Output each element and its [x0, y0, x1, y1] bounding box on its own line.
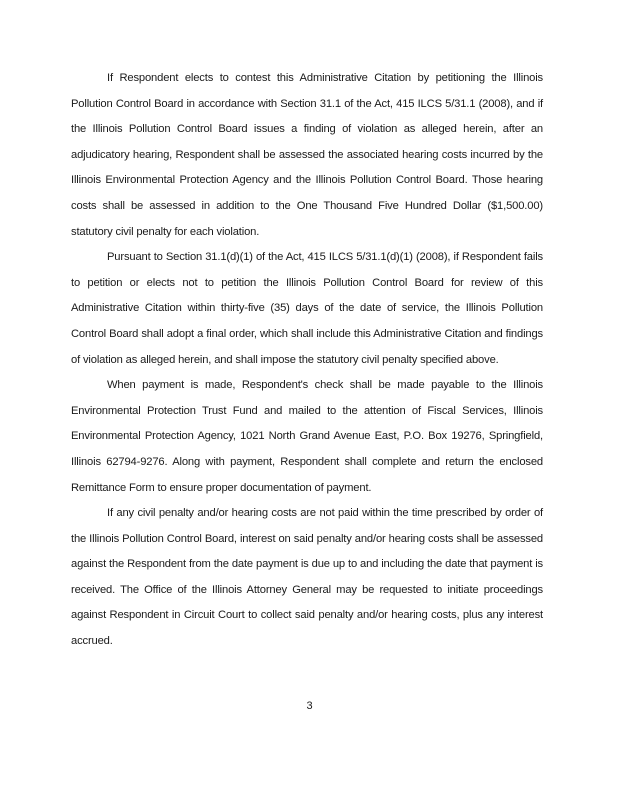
body-text — [71, 66, 543, 655]
paragraph-final-order: Pursuant to Section 31.1(d)(1) of the Act, 415 ILCS 5/31.1(d)(1) (2008), if Respondent fails to petition or elects not to petition the Illinois Pollution Control Board for review of this Administrative Citation within thirty-five (35) days of the date of service, the Illinois Pollution Control Board shall adopt a final order, which shall include this Administrative Citation and findings of violation as alleged herein, and shall impose the statutory civil penalty specified above. — [71, 251, 543, 366]
page-number: 3 — [306, 700, 313, 712]
paragraph-payment-instructions: When payment is made, Respondent's check shall be made payable to the Illinois Environmental Protection Trust Fund and mailed to the attention of Fiscal Services, Illinois Environmental Protection Agency, 1021 North Grand Avenue East, P.O. Box 19276, Springfield, Illinois 62794-9276. Along with payment, Respondent shall complete and return the enclosed Remittance Form to ensure proper documentation of payment. — [71, 379, 543, 494]
paragraph-hearing-costs: If Respondent elects to contest this Administrative Citation by petitioning the Illinois Pollution Control Board in accordance with Section 31.1 of the Act, 415 ILCS 5/31.1 (2008), and if the Illinois Pollution Control Board issues a finding of violation as alleged herein, after an adjudicatory hearing, Respondent shall be assessed the associated hearing costs incurred by the Illinois Environmental Protection Agency and the Illinois Pollution Control Board. Those hearing costs shall be assessed in addition to the One Thousand Five Hundred Dollar ($1,500.00) statutory civil penalty for each violation. — [71, 72, 543, 238]
paragraph-interest-collection: If any civil penalty and/or hearing costs are not paid within the time prescribed by order of the Illinois Pollution Control Board, interest on said penalty and/or hearing costs shall be assessed against the Respondent from the date payment is due up to and including the date that payment is received. The Office of the Illinois Attorney General may be requested to initiate proceedings against Respondent in Circuit Court to collect said penalty and/or hearing costs, plus any interest accrued. — [71, 507, 543, 648]
